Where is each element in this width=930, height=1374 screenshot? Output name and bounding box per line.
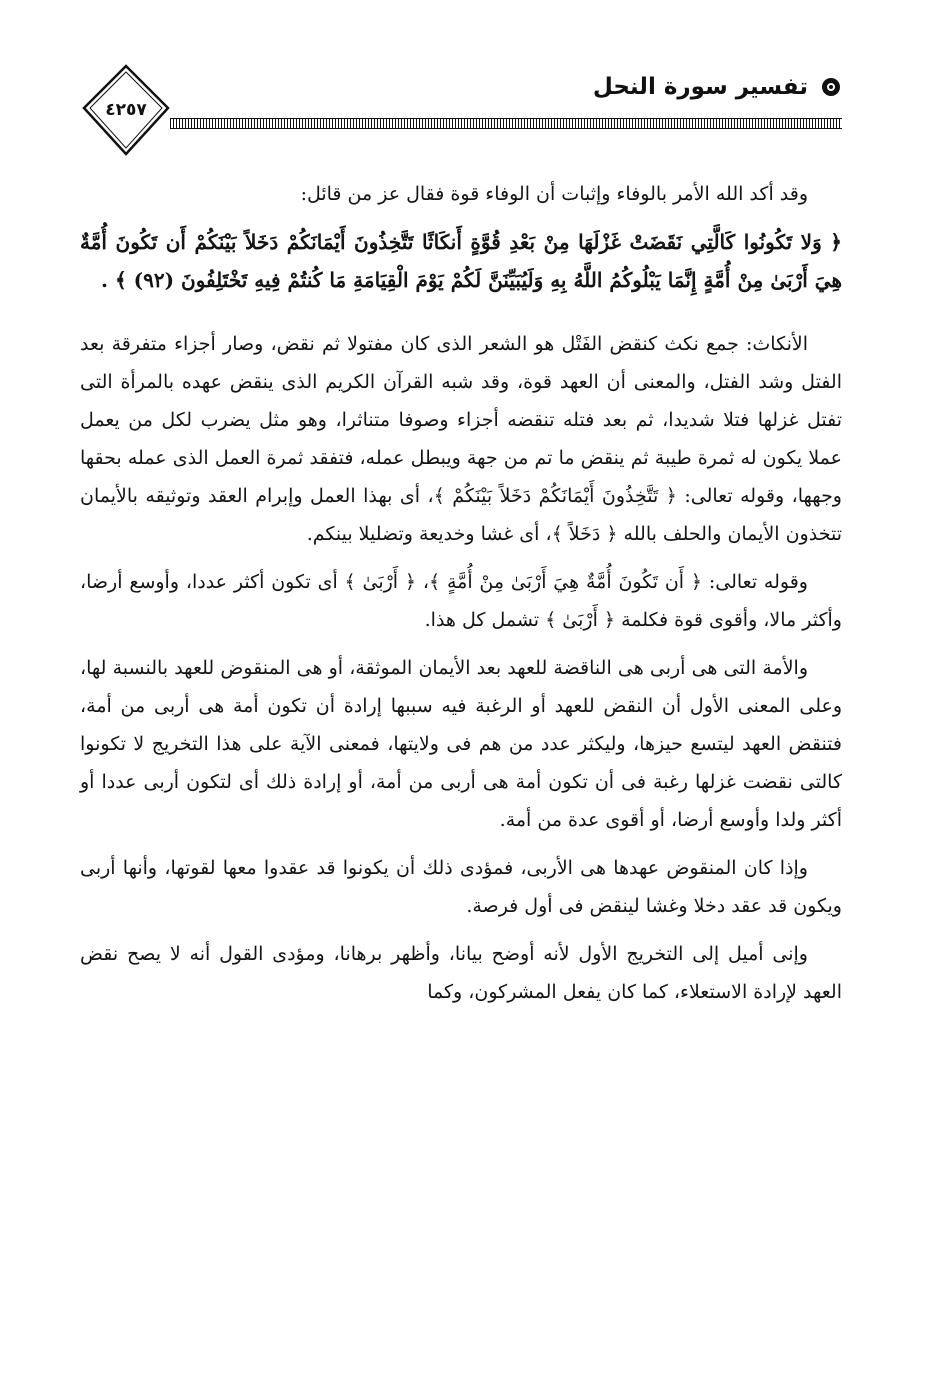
page-number: ٤٢٥٧	[105, 100, 147, 120]
quran-verse: ﴿ وَلا تَكُونُوا كَالَّتِي نَقَضَتْ غَزْلَهَا مِنْ بَعْدِ قُوَّةٍ أَنكَاثًا تَتَّخِذُونَ أَيْمَانَكُمْ دَخَلاً بَيْنَكُمْ أَن تَكُونَ أُمَّةٌ هِيَ أَرْبَىٰ مِنْ أُمَّةٍ إِنَّمَا يَبْلُوكُمُ اللَّهُ بِهِ وَلَيُبَيِّنَنَّ لَكُمْ يَوْمَ الْقِيَامَةِ مَا كُنتُمْ فِيهِ تَخْتَلِفُونَ (٩٢) ﴾ .	[80, 230, 842, 292]
intro-line: وقد أكد الله الأمر بالوفاء وإثبات أن الوفاء قوة فقال عز من قائل:	[300, 183, 808, 205]
ornament-icon	[820, 76, 842, 98]
paragraph-ankath: الأنكاث: جمع نكث كنقض الفَتْل هو الشعر الذى كان مفتولا ثم نقض، وصار أجزاء متفرقة بعد الفتل وشد الفتل، والمعنى أن العهد قوة، وقد شبه القرآن الكريم الذى ينقض عهده بالمرأة التى تفتل غزلها فتلا شديدا، ثم بعد فتله تنقضه أجزاء وصوفا متناثرا، وهو مثل يضرب لكل من يعمل عملا يكون له ثمرة طيبة ثم ينقض ما تم من جهة ويبطل عمله، فتفقد ثمرة العمل الذى عمله بحقها وجهها، وقوله تعالى: ﴿ تَتَّخِذُونَ أَيْمَانَكُمْ دَخَلاً بَيْنَكُمْ ﴾، أى بهذا العمل وإبرام العقد وتوثيقه بالأيمان تتخذون الأيمان والحلف بالله ﴿ دَخَلاً ﴾، أى غشا وخديعة وتضليلا بينكم.	[80, 333, 842, 545]
paragraph-arba: وقوله تعالى: ﴿ أَن تَكُونَ أُمَّةٌ هِيَ أَرْبَىٰ مِنْ أُمَّةٍ ﴾، ﴿ أَرْبَىٰ ﴾ أى تكون أكثر عددا، وأوسع أرضا، وأكثر مالا، وأقوى قوة فكلمة ﴿ أَرْبَىٰ ﴾ تشمل كل هذا.	[80, 571, 842, 631]
header-title-group	[593, 74, 842, 100]
page-header	[80, 62, 842, 172]
header-rule	[170, 118, 842, 129]
paragraph-takhrij: وإنى أميل إلى التخريج الأول لأنه أوضح بيانا، وأظهر برهانا، ومؤدى القول أنه لا يصح نقض العهد لإرادة الاستعلاء، كما كان يفعل المشركون، وكما	[80, 943, 842, 1003]
paragraph-umma: والأمة التى هى أربى هى الناقضة للعهد بعد الأيمان الموثقة، أو هى المنقوض للعهد بالنسبة لها، وعلى المعنى الأول أن النقض للعهد أو الرغبة فيه سببها إرادة أن تكون أمة هى أربى من أمة، فتنقض العهد ليتسع حيزها، وليكثر عدد من هم فى ولايتها، فمعنى الآية على هذا التخريج لا تكونوا كالتى نقضت غزلها رغبة فى أن تكون أمة هى أربى من أمة، أو إرادة ذلك أى لتكون أربى عددا أو أكثر ولدا وأوسع أرضا، أو أقوى عدة من أمة.	[80, 657, 842, 831]
chapter-title: تفسير سورة النحل	[592, 74, 808, 100]
page-body	[80, 175, 842, 1021]
paragraph-manqud: وإذا كان المنقوض عهدها هى الأربى، فمؤدى ذلك أن يكونوا قد عقدوا معها لقوتها، وأنها أربى ويكون قد عقد دخلا وغشا لينقض فى أول فرصة.	[80, 857, 842, 917]
